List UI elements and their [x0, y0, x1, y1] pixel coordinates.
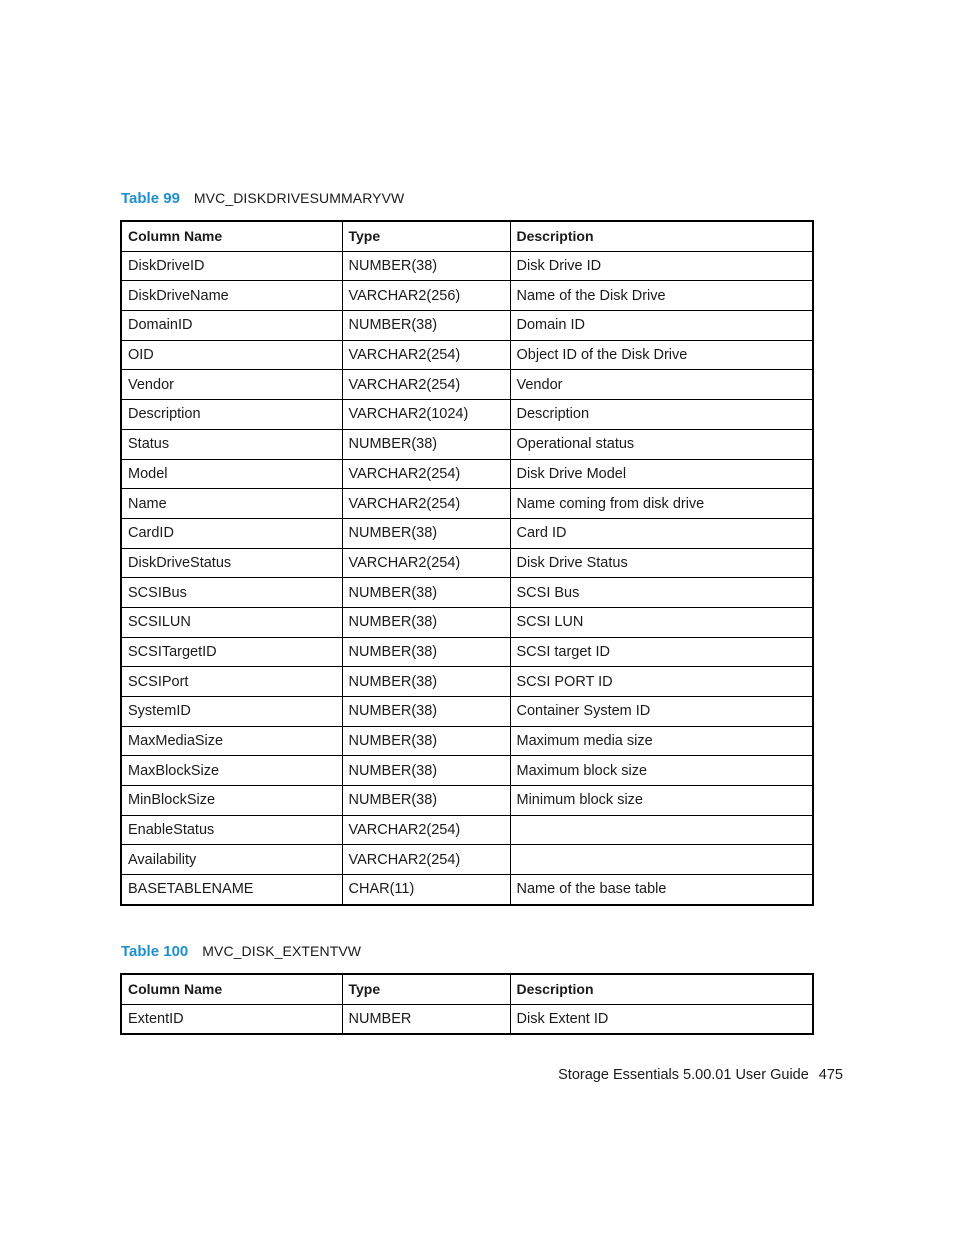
cell-description: Disk Drive ID: [510, 251, 813, 281]
cell-type: VARCHAR2(254): [342, 370, 510, 400]
table-100-label: Table 100: [121, 943, 189, 960]
cell-description: Name of the base table: [510, 875, 813, 905]
cell-column-name: MaxBlockSize: [121, 756, 342, 786]
table-row: [121, 726, 813, 756]
table-row: [121, 637, 813, 667]
cell-type: NUMBER(38): [342, 429, 510, 459]
cell-column-name: DiskDriveName: [121, 281, 342, 311]
cell-type: VARCHAR2(254): [342, 459, 510, 489]
table-100-caption: [121, 943, 361, 960]
cell-description: Disk Drive Model: [510, 459, 813, 489]
cell-type: VARCHAR2(256): [342, 281, 510, 311]
cell-description: Disk Drive Status: [510, 548, 813, 578]
cell-type: NUMBER(38): [342, 607, 510, 637]
table-99-title: MVC_DISKDRIVESUMMARYVW: [193, 190, 405, 206]
column-header-name: Column Name: [121, 974, 342, 1004]
cell-description: [510, 845, 813, 875]
cell-description: Vendor: [510, 370, 813, 400]
cell-type: VARCHAR2(254): [342, 548, 510, 578]
page-footer: [558, 1067, 843, 1083]
cell-type: VARCHAR2(254): [342, 489, 510, 519]
table-99-body: [121, 251, 813, 905]
table-row: [121, 370, 813, 400]
cell-column-name: MaxMediaSize: [121, 726, 342, 756]
table-row: [121, 578, 813, 608]
cell-column-name: SCSIBus: [121, 578, 342, 608]
cell-description: SCSI target ID: [510, 637, 813, 667]
cell-type: NUMBER(38): [342, 637, 510, 667]
cell-type: NUMBER(38): [342, 311, 510, 341]
cell-column-name: EnableStatus: [121, 815, 342, 845]
cell-description: Operational status: [510, 429, 813, 459]
cell-type: VARCHAR2(254): [342, 340, 510, 370]
cell-description: [510, 815, 813, 845]
table-row: [121, 756, 813, 786]
cell-column-name: DiskDriveID: [121, 251, 342, 281]
table-100-title: MVC_DISK_EXTENTVW: [202, 943, 362, 959]
cell-column-name: DomainID: [121, 311, 342, 341]
cell-column-name: Status: [121, 429, 342, 459]
table-row: [121, 875, 813, 905]
table-row: [121, 429, 813, 459]
cell-description: Card ID: [510, 518, 813, 548]
cell-column-name: SCSIPort: [121, 667, 342, 697]
table-row: [121, 548, 813, 578]
cell-description: Name of the Disk Drive: [510, 281, 813, 311]
footer-guide-title: Storage Essentials 5.00.01 User Guide: [558, 1067, 809, 1083]
cell-type: NUMBER(38): [342, 667, 510, 697]
cell-type: NUMBER(38): [342, 756, 510, 786]
cell-type: NUMBER(38): [342, 251, 510, 281]
cell-column-name: SCSITargetID: [121, 637, 342, 667]
cell-column-name: ExtentID: [121, 1004, 342, 1034]
table-row: [121, 459, 813, 489]
cell-column-name: Description: [121, 400, 342, 430]
cell-column-name: DiskDriveStatus: [121, 548, 342, 578]
column-header-description: Description: [510, 974, 813, 1004]
cell-type: NUMBER(38): [342, 518, 510, 548]
cell-column-name: CardID: [121, 518, 342, 548]
cell-description: Disk Extent ID: [510, 1004, 813, 1034]
table-row: [121, 815, 813, 845]
cell-description: Minimum block size: [510, 786, 813, 816]
page-number: 475: [818, 1067, 843, 1083]
cell-type: NUMBER(38): [342, 697, 510, 727]
table-99-label: Table 99: [121, 190, 180, 207]
column-header-type: Type: [342, 221, 510, 251]
table-header-row: [121, 974, 813, 1004]
cell-column-name: Model: [121, 459, 342, 489]
cell-type: NUMBER(38): [342, 578, 510, 608]
cell-description: Description: [510, 400, 813, 430]
column-header-name: Column Name: [121, 221, 342, 251]
cell-description: Maximum block size: [510, 756, 813, 786]
table-100: [120, 973, 814, 1035]
cell-type: CHAR(11): [342, 875, 510, 905]
table-99: [120, 220, 814, 906]
cell-description: Name coming from disk drive: [510, 489, 813, 519]
cell-type: VARCHAR2(254): [342, 845, 510, 875]
cell-column-name: Name: [121, 489, 342, 519]
table-row: [121, 311, 813, 341]
cell-description: Maximum media size: [510, 726, 813, 756]
table-row: [121, 667, 813, 697]
table-row: [121, 1004, 813, 1034]
cell-column-name: BASETABLENAME: [121, 875, 342, 905]
cell-column-name: Availability: [121, 845, 342, 875]
cell-column-name: SystemID: [121, 697, 342, 727]
cell-type: NUMBER(38): [342, 726, 510, 756]
cell-type: VARCHAR2(1024): [342, 400, 510, 430]
table-row: [121, 518, 813, 548]
table-row: [121, 489, 813, 519]
table-100-body: [121, 1004, 813, 1034]
table-row: [121, 607, 813, 637]
cell-description: SCSI Bus: [510, 578, 813, 608]
cell-description: SCSI LUN: [510, 607, 813, 637]
cell-column-name: SCSILUN: [121, 607, 342, 637]
table-row: [121, 400, 813, 430]
table-row: [121, 786, 813, 816]
cell-description: Container System ID: [510, 697, 813, 727]
cell-column-name: Vendor: [121, 370, 342, 400]
table-row: [121, 697, 813, 727]
cell-type: VARCHAR2(254): [342, 815, 510, 845]
table-row: [121, 281, 813, 311]
cell-type: NUMBER: [342, 1004, 510, 1034]
column-header-description: Description: [510, 221, 813, 251]
cell-description: Domain ID: [510, 311, 813, 341]
column-header-type: Type: [342, 974, 510, 1004]
table-row: [121, 340, 813, 370]
table-row: [121, 251, 813, 281]
cell-column-name: OID: [121, 340, 342, 370]
cell-description: SCSI PORT ID: [510, 667, 813, 697]
cell-column-name: MinBlockSize: [121, 786, 342, 816]
table-header-row: [121, 221, 813, 251]
table-row: [121, 845, 813, 875]
cell-description: Object ID of the Disk Drive: [510, 340, 813, 370]
cell-type: NUMBER(38): [342, 786, 510, 816]
table-99-caption: [121, 190, 404, 207]
